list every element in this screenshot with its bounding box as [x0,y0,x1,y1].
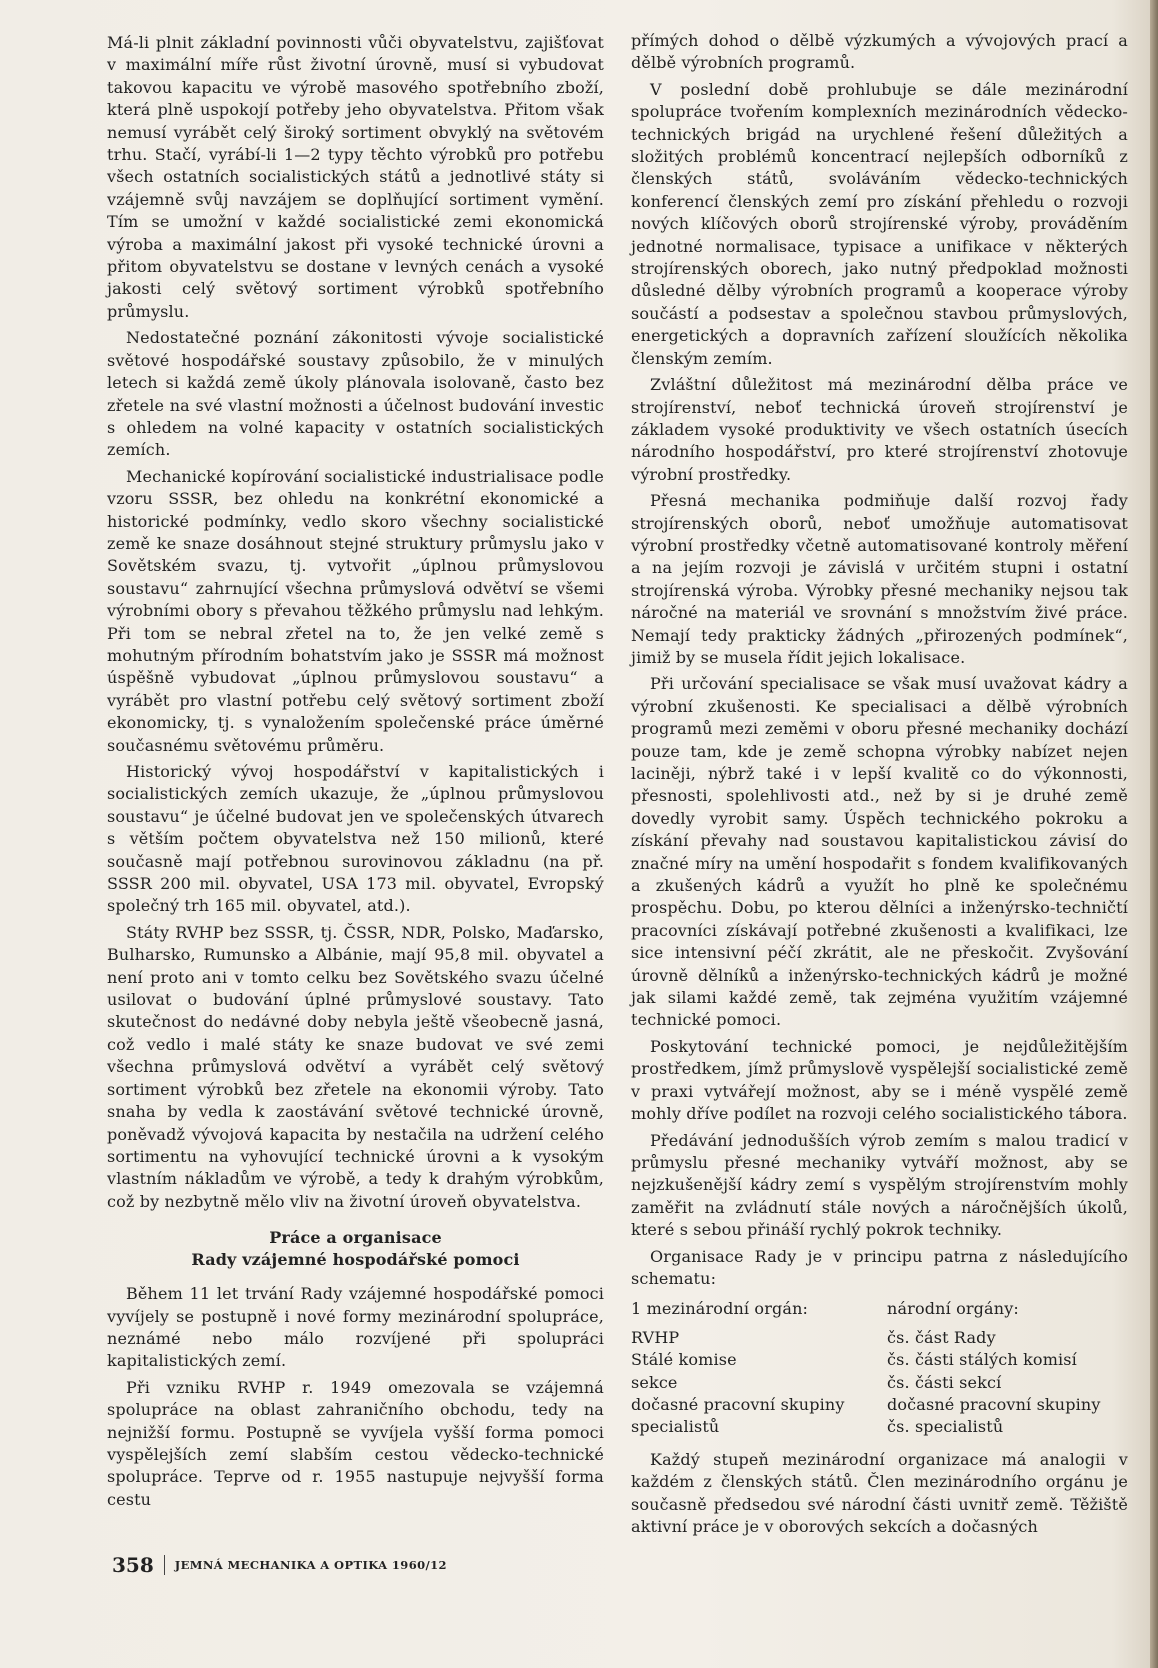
org-row [631,1372,1128,1394]
org-national-body: dočasné pracovní skupiny [887,1394,1101,1414]
paragraph: Má-li plnit základní povinnosti vůči obyvatelstvu, zajišťovat v maximální míře růst životní úrovně, musí si vybudovat takovou kapacitu ve výrobě masového spotřebního zboží, která plně uspokojí potřeby jeho obyvatelstva. Přitom však nemusí vyrábět celý široký sortiment obvyklý na světovém trhu. Stačí, vyrábí-li 1—2 typy těchto výrobků pro potřebu všech ostatních socialistických států a jednotlivé státy si vzájemně svůj navzájem se doplňující sortiment vymění. Tím se umožní v každé socialistické zemi ekonomická výroba a maximální jakost při vysoké technické úrovni a přitom obyvatelstvu se dostane v levných cenách a vysoké jakosti celý světový sortiment výrobků spotřebního průmyslu. [107,33,604,321]
organisation-scheme [631,1298,1128,1438]
org-row [631,1416,1128,1438]
paragraph: Historický vývoj hospodářství v kapitalistických i socialistických zemích ukazuje, že „úplnou průmyslovou soustavu“ je účelné budovat jen ve společenských útvarech s větším počtem obyvatelstva než 150 milionů, které současně mají potřebnou surovinovou základnu (na př. SSSR 200 mil. obyvatel, USA 173 mil. obyvatel, Evropský společný trh 165 mil. obyvatel, atd.). [107,762,604,916]
left-column [107,32,604,1515]
org-international-body: sekce [631,1372,678,1392]
paragraph: Během 11 let trvání Rady vzájemné hospodářské pomoci vyvíjely se postupně i nové formy mezinárodní spolupráce, neznámé nebo málo rozvíjené při spolupráci kapitalistických zemí. [107,1284,604,1371]
org-national-body: čs. části stálých komisí [887,1350,1077,1370]
footer-divider [164,1555,165,1575]
org-international-body: dočasné pracovní skupiny [631,1394,845,1414]
section-heading-line2: Rady vzájemné hospodářské pomoci [191,1250,520,1270]
section-heading [107,1227,604,1271]
org-header-national: národní orgány: [887,1299,1019,1319]
paragraph: Poskytování technické pomoci, je nejdůležitějším prostředkem, jímž průmyslově vyspělejší socialistické země v praxi vytvářejí možnost, aby se i méně vyspělé země mohly dříve podílet na rozvoji celého socialistického tábora. [631,1036,1128,1124]
paragraph: Mechanické kopírování socialistické industrialisace podle vzoru SSSR, bez ohledu na konkrétní ekonomické a historické podmínky, vedlo skoro všechny socialistické země ke snaze dosáhnout stejné struktury průmyslu jako v Sovětském svazu, tj. vytvořit „úplnou průmyslovou soustavu“ zahrnující všechna průmyslová odvětví se všemi výrobními obory s převahou těžkého průmyslu nad lehkým. Při tom se nebral zřetel na to, že jen velké země s mohutným přírodním bohatstvím jako je SSSR má možnost úspěšně vybudovat „úplnou průmyslovou soustavu“ a vyrábět pro vlastní potřebu celý světový sortiment zboží ekonomicky, tj. s vynaložením společenské práce úměrné současnému světovému průměru. [107,466,604,755]
org-international-body: Stálé komise [631,1350,737,1370]
paragraph: V poslední době prohlubuje se dále mezinárodní spolupráce tvořením komplexních mezinárodních vědecko-technických brigád na urychlené řešení důležitých a složitých problémů koncentrací nejlepších odborníků z členských států, svoláváním vědecko-technických konferencí členských zemí pro získání přehledu o rozvoji nových klíčových oborů strojírenské výroby, prováděním jednotné normalisace, typisace a unifikace v některých strojírenských oborech, jako nutný předpoklad možnosti důsledné dělby výrobních programů a kooperace výroby součástí a podsestav a společnou stavbou průmyslových, energetických a dopravních zařízení sloužících několika členským zemím. [631,79,1128,368]
paragraph: Nedostatečné poznání zákonitosti vývoje socialistické světové hospodářské soustavy způsobilo, že v minulých letech si každá země úkoly plánovala isolovaně, často bez zřetele na své vlastní možnosti a účelnost budování investic s ohledem na volné kapacity v ostatních socialistických zemích. [107,328,604,460]
org-row [631,1327,1128,1349]
org-national-body: čs. části sekcí [887,1372,1002,1392]
org-national-body: čs. část Rady [887,1327,996,1347]
page-footer [112,1553,447,1577]
paragraph: přímých dohod o dělbě výzkumých a vývojových prací a dělbě výrobních programů. [631,31,1128,73]
paragraph: Při určování specialisace se však musí uvažovat kádry a výrobní zkušenosti. Ke specialisaci a dělbě výrobních programů mezi zeměmi v oboru přesné mechaniky dochází pouze tam, kde je země schopna výrobky nabízet nejen laciněji, nýbrž také i v lepší kvalitě co do výkonnosti, přesnosti, spolehlivosti atd., než by si je druhé země dovedly vyrobit samy. Úspěch technického pokroku a získání převahy nad soustavou kapitalistickou závisí do značné míry na umění hospodařit s fondem kvalifikovaných a zkušených kádrů a využít ho plně ke společnému prospěchu. Dobu, po kterou dělníci a inženýrsko-techničtí pracovníci získávají potřebné zkušenosti a kvalifikaci, lze sice intensivní péčí zkrátit, ale ne přeskočit. Zvyšování úrovně dělníků a inženýrsko-technických kádrů je možné jak silami každé země, tak zejména využitím vzájemné technické pomoci. [631,674,1128,1030]
paragraph: Státy RVHP bez SSSR, tj. ČSSR, NDR, Polsko, Maďarsko, Bulharsko, Rumunsko a Albánie, mají 95,8 mil. obyvatel a není proto ani v tomto celku bez Sovětského svazu účelné usilovat o budování úplné průmyslové soustavy. Tato skutečnost do nedávné doby nebyla ještě všeobecně jasná, což vedlo i malé státy ke snaze budovat ve své zemi všechna průmyslová odvětví a vyrábět celý světový sortiment výrobků bez zřetele na ekonomii výroby. Tato snaha by vedla k zaostávání světové technické úrovně, poněvadž vývojová kapacita by nestačila na udržení celého sortimentu na vyhovující technické úrovni a k vysokým vlastním nákladům ve výrobě, a tedy k drahým výrobkům, což by nezbytně mělo vliv na životní úroveň obyvatelstva. [107,922,604,1211]
page-number: 358 [112,1553,154,1577]
paragraph: Organisace Rady je v principu patrna z následujícího schematu: [631,1246,1128,1288]
paragraph: Při vzniku RVHP r. 1949 omezovala se vzájemná spolupráce na oblast zahraničního obchodu, tedy na nejnižší formu. Postupně se vyvíjela vyšší forma pomoci vyspělejších zemí slabším cestou vědecko-technické spolupráce. Teprve od r. 1955 nastupuje nejvyšší forma cestu [107,1377,604,1509]
org-header-international: 1 mezinárodní orgán: [631,1299,809,1319]
org-national-body: čs. specialistů [887,1417,1004,1437]
journal-title: JEMNÁ MECHANIKA A OPTIKA 1960/12 [174,1558,447,1572]
paragraph: Zvláštní důležitost má mezinárodní dělba práce ve strojírenství, neboť technická úroveň strojírenství je základem vysoké produktivity ve všech ostatních úsecích národního hospodářství, pro které strojírenství zhotovuje výrobní prostředky. [631,375,1128,484]
page-edge-shadow [1150,0,1158,1668]
section-heading-line1: Práce a organisace [269,1228,442,1248]
org-row [631,1349,1128,1371]
org-scheme-header [631,1298,1128,1320]
org-international-body: RVHP [631,1327,680,1347]
paragraph: Předávání jednodušších výrob zemím s malou tradicí v průmyslu přesné mechaniky vytváří možnost, aby se nejzkušenější kádry zemí s vyspělým strojírenstvím mohly zaměřit na zvládnutí stále nových a náročnějších úkolů, které s sebou přináší rychlý pokrok techniky. [631,1130,1128,1240]
right-column [631,30,1128,1542]
paragraph: Každý stupeň mezinárodní organizace má analogii v každém z členských států. Člen mezinárodního orgánu je současně předsedou své národní části uvnitř země. Těžiště aktivní práce je v oborových sekcích a dočasných [631,1449,1128,1536]
paragraph: Přesná mechanika podmiňuje další rozvoj řady strojírenských oborů, neboť umožňuje automatisovat výrobní prostředky včetně automatisované kontroly měření a na jejím rozvoji je závislá v určitém stupni i ostatní strojírenská výroba. Výrobky přesné mechaniky nejsou tak náročné na materiál ve srovnání s množstvím živé práce. Nemají tedy prakticky žádných „přirozených podmínek“, jimiž by se musela řídit jejich lokalisace. [631,491,1128,667]
org-row [631,1394,1128,1416]
org-international-body: specialistů [631,1417,720,1437]
